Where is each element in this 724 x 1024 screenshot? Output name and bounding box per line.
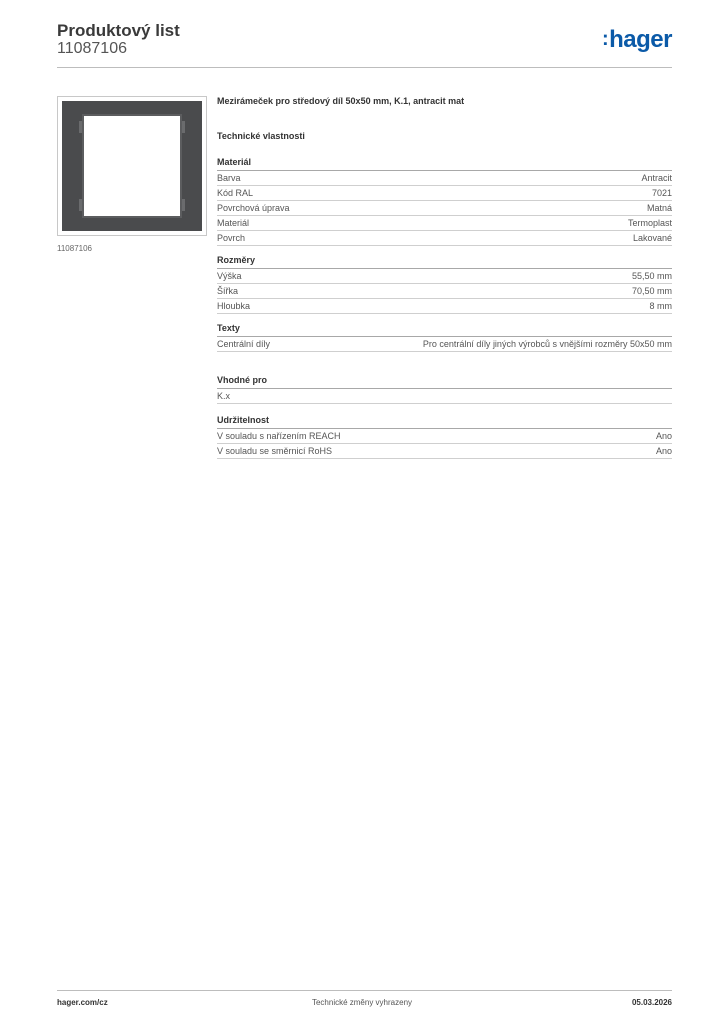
spec-value: Lakované — [632, 233, 672, 243]
product-image — [57, 96, 207, 236]
section-title: Rozměry — [217, 254, 672, 269]
header-divider — [57, 67, 672, 68]
spec-label: V souladu s nařízením REACH — [217, 431, 341, 441]
spec-label: Kód RAL — [217, 188, 254, 198]
frame-graphic — [62, 101, 202, 231]
spec-row — [217, 299, 672, 314]
spec-row — [217, 216, 672, 231]
frame-notch — [79, 199, 82, 211]
spec-value: Pro centrální díly jiných výrobců s vnějšími rozměry 50x50 mm — [422, 339, 672, 349]
spec-label: K.x — [217, 391, 231, 401]
section-title: Vhodné pro — [217, 374, 672, 389]
spec-row — [217, 284, 672, 299]
spec-label: Centrální díly — [217, 339, 271, 349]
spec-value: 55,50 mm — [631, 271, 672, 281]
spec-row — [217, 337, 672, 352]
spec-value: Termoplast — [627, 218, 672, 228]
spec-row — [217, 269, 672, 284]
spec-value: 7021 — [651, 188, 672, 198]
section-suitable-for — [217, 374, 672, 404]
frame-opening — [82, 114, 182, 218]
spec-label: Povrchová úprava — [217, 203, 290, 213]
product-name: Mezirámeček pro středový díl 50x50 mm, K.1, antracit mat — [217, 96, 465, 106]
spec-value: Antracit — [641, 173, 672, 183]
spec-value: 70,50 mm — [631, 286, 672, 296]
spec-row — [217, 186, 672, 201]
spec-row — [217, 201, 672, 216]
spec-content — [217, 96, 672, 459]
spec-row — [217, 171, 672, 186]
section-dimensions — [217, 254, 672, 314]
section-title: Texty — [217, 322, 672, 337]
spec-value: Matná — [646, 203, 672, 213]
spec-label: Hloubka — [217, 301, 251, 311]
section-texts — [217, 322, 672, 352]
spec-value: 8 mm — [649, 301, 672, 311]
section-material — [217, 156, 672, 246]
spec-value: Ano — [655, 431, 672, 441]
section-title: Udržitelnost — [217, 414, 672, 429]
spec-label: Barva — [217, 173, 241, 183]
spec-row — [217, 389, 672, 404]
footer-date: 05.03.2026 — [631, 998, 672, 1007]
spec-label: Výška — [217, 271, 242, 281]
footer-website[interactable]: hager.com/cz — [57, 998, 108, 1007]
logo-text: hager — [609, 26, 672, 53]
spec-label: Povrch — [217, 233, 246, 243]
footer-divider — [57, 990, 672, 991]
frame-notch — [79, 121, 82, 133]
hager-logo: :hager — [601, 26, 672, 53]
spec-label: Materiál — [217, 218, 250, 228]
product-code: 11087106 — [57, 40, 127, 57]
spec-label: V souladu se směrnicí RoHS — [217, 446, 333, 456]
spec-row — [217, 429, 672, 444]
spec-label: Šířka — [217, 286, 239, 296]
page-title: Produktový list — [57, 21, 180, 40]
spec-row — [217, 231, 672, 246]
spec-row — [217, 444, 672, 459]
section-title: Materiál — [217, 156, 672, 171]
image-caption: 11087106 — [57, 244, 92, 253]
spec-value: Ano — [655, 446, 672, 456]
frame-notch — [182, 199, 185, 211]
section-sustainability — [217, 414, 672, 459]
footer-note: Technické změny vyhrazeny — [311, 998, 413, 1007]
frame-notch — [182, 121, 185, 133]
technical-title: Technické vlastnosti — [217, 131, 305, 141]
